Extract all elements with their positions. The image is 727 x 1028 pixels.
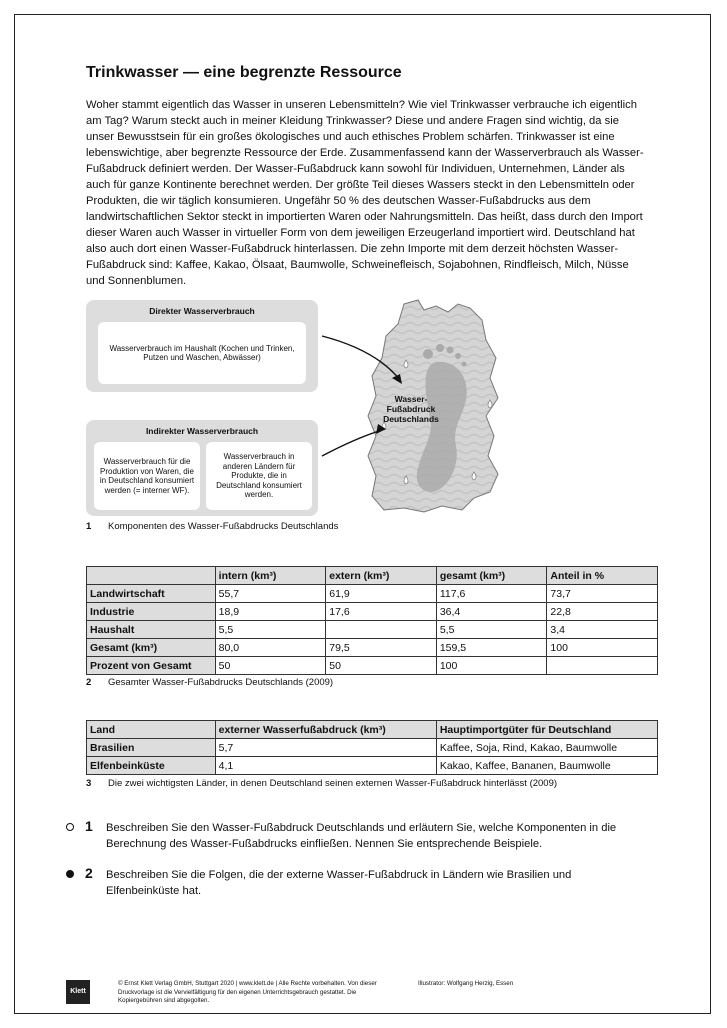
- row-label: Gesamt (km³): [87, 639, 216, 657]
- table-3-caption: 3 Die zwei wichtigsten Länder, in denen Deutschland seinen externen Wasser-Fußabdruck hinterlässt (2009): [86, 778, 558, 789]
- task-number: 2: [85, 865, 93, 881]
- task-text: Beschreiben Sie den Wasser-Fußabdruck Deutschlands und erläutern Sie, welche Komponenten in die Berechnung des Wasser-Fußabdrucks einfließen. Nennen Sie entsprechende Beispiele.: [106, 822, 617, 850]
- table-header-row: [87, 721, 658, 739]
- table-cell: 79,5: [326, 639, 437, 657]
- table-cell: 159,5: [436, 639, 547, 657]
- table-cell: 22,8: [547, 603, 658, 621]
- table-cell: 117,6: [436, 585, 547, 603]
- table-row: [87, 739, 658, 757]
- table-header: gesamt (km³): [436, 567, 547, 585]
- table-row: [87, 757, 658, 775]
- direct-consumption-box: Wasserverbrauch im Haushalt (Kochen und Trinken, Putzen und Waschen, Abwässer): [98, 322, 306, 384]
- task-2: [60, 867, 650, 901]
- table-cell: 100: [547, 639, 658, 657]
- page-title: Trinkwasser — eine begrenzte Ressource: [86, 64, 402, 81]
- footprint-toe-icon: [423, 349, 433, 359]
- table-header: intern (km³): [215, 567, 326, 585]
- countries-table: [86, 720, 658, 775]
- table-cell: 5,5: [436, 621, 547, 639]
- table-header-row: [87, 567, 658, 585]
- task-text: Beschreiben Sie die Folgen, die der externe Wasser-Fußabdruck in Ländern wie Brasilien und Elfenbeinküste hat.: [106, 869, 572, 897]
- table-cell: [326, 621, 437, 639]
- table-cell: 5,7: [215, 739, 436, 757]
- task-1: [60, 820, 650, 854]
- table-cell: 80,0: [215, 639, 326, 657]
- row-label: Industrie: [87, 603, 216, 621]
- table-row: [87, 603, 658, 621]
- table-cell: 55,7: [215, 585, 326, 603]
- copyright-notice: © Ernst Klett Verlag GmbH, Stuttgart 2020 | www.klett.de | Alle Rechte vorbehalten. Von dieser Druckvorlage ist die Vervielfältigung für den eigenen Unterrichtsgebrauch gestattet. Die Kopiergebühren sind abgegolten.: [118, 980, 377, 1004]
- table-header: extern (km³): [326, 567, 437, 585]
- table-cell: 50: [215, 657, 326, 675]
- task-number: 1: [85, 818, 93, 834]
- row-label: Prozent von Gesamt: [87, 657, 216, 675]
- germany-map-graphic: [86, 296, 646, 518]
- table-cell: 17,6: [326, 603, 437, 621]
- table-cell: [547, 657, 658, 675]
- table-row: [87, 639, 658, 657]
- table-row: [87, 585, 658, 603]
- footprint-toe-icon: [447, 347, 454, 354]
- external-wf-box: Wasserverbrauch in anderen Ländern für Produkte, die in Deutschland konsumiert werden.: [206, 442, 312, 510]
- table-header: Hauptimportgüter für Deutschland: [436, 721, 657, 739]
- footprint-toe-icon: [436, 344, 444, 352]
- table-cell: 3,4: [547, 621, 658, 639]
- difficulty-filled-circle-icon: [66, 870, 74, 878]
- klett-logo: Klett: [66, 980, 90, 1004]
- map-label: Wasser- Fußabdruck Deutschlands: [383, 394, 439, 424]
- intro-paragraph: Woher stammt eigentlich das Wasser in unseren Lebensmitteln? Wie viel Trinkwasser verbrauche ich eigentlich am Tag? Warum steckt auch in meiner Kleidung Trinkwasser? Diese und andere Fragen sind wichtig, da sie unser Bewusstsein für ein großes ökologisches und auch ethisches Problem schärfen. Trinkwasser ist eine lebenswichtige, aber begrenzte Ressource der Erde. Zusammenfassend kann der Wasserverbrauch als Wasser-Fußabdruck definiert werden. Der Wasser-Fußabdruck kann sowohl für Individuen, Unternehmen, Länder als auch für ganze Kontinente berechnet werden. Der größte Teil dieses Wassers steckt in den Lebensmitteln oder Produkten, die wir täglich konsumieren. Ungefähr 50 % des deutschen Wasser-Fußabdrucks aus dem landwirtschaftlichen Sektor steckt in importierten Waren oder Nahrungsmitteln. Das heißt, dass durch den Import dieser Waren auch Wasser in virtueller Form von dem jeweiligen Erzeugerland importiert wird. Deutschland hat also auch dort einen Wasser-Fußabdruck hinterlassen. Die zehn Importe mit dem derzeit höchsten Wasser-Fußabdruck sind: Kaffee, Kakao, Ölsaat, Baumwolle, Schweinefleisch, Sojabohnen, Rindfleisch, Milch, Nüsse und Sonnenblumen.: [86, 99, 644, 287]
- water-footprint-table: [86, 566, 658, 675]
- table-cell: 50: [326, 657, 437, 675]
- footprint-toe-icon: [455, 353, 461, 359]
- table-row: [87, 657, 658, 675]
- table-cell: 5,5: [215, 621, 326, 639]
- table-cell: Kaffee, Soja, Rind, Kakao, Baumwolle: [436, 739, 657, 757]
- row-label: Brasilien: [87, 739, 216, 757]
- table-header: [87, 567, 216, 585]
- table-cell: 100: [436, 657, 547, 675]
- table-2-caption: 2 Gesamter Wasser-Fußabdrucks Deutschlands (2009): [86, 677, 334, 688]
- table-cell: 4,1: [215, 757, 436, 775]
- internal-wf-box: Wasserverbrauch für die Produktion von Waren, die in Deutschland konsumiert werden (= interner WF).: [94, 442, 200, 510]
- table-header: externer Wasserfußabdruck (km³): [215, 721, 436, 739]
- row-label: Elfenbeinküste: [87, 757, 216, 775]
- table-header: Anteil in %: [547, 567, 658, 585]
- row-label: Landwirtschaft: [87, 585, 216, 603]
- water-footprint-figure: [86, 296, 646, 518]
- table-header: Land: [87, 721, 216, 739]
- footprint-toe-icon: [462, 362, 467, 367]
- row-label: Haushalt: [87, 621, 216, 639]
- table-row: [87, 621, 658, 639]
- figure-1-caption: 1 Komponenten des Wasser-Fußabdrucks Deutschlands: [86, 521, 339, 532]
- table-cell: 36,4: [436, 603, 547, 621]
- footer: [66, 980, 646, 1010]
- table-cell: Kakao, Kaffee, Bananen, Baumwolle: [436, 757, 657, 775]
- direct-consumption-heading: Direkter Wasserverbrauch: [149, 306, 255, 316]
- illustrator-credit: Illustrator: Wolfgang Herzig, Essen: [418, 980, 514, 987]
- table-cell: 18,9: [215, 603, 326, 621]
- table-cell: 61,9: [326, 585, 437, 603]
- indirect-consumption-heading: Indirekter Wasserverbrauch: [145, 426, 259, 436]
- difficulty-open-circle-icon: [66, 823, 74, 831]
- table-cell: 73,7: [547, 585, 658, 603]
